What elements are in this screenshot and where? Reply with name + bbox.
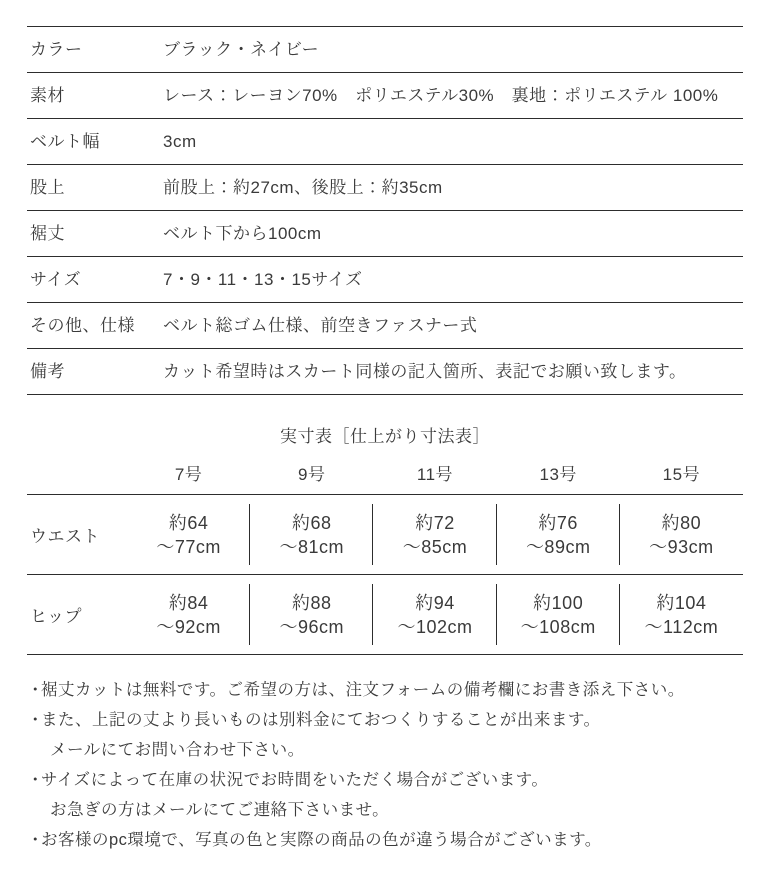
spec-row (27, 349, 743, 395)
size-cell-line1: 約72 (415, 513, 455, 533)
size-data-row (27, 574, 743, 655)
spec-row-label: ベルト幅 (27, 119, 163, 165)
spec-row-value: ベルト下から100cm (163, 211, 743, 257)
spec-row (27, 119, 743, 165)
size-column-header: 7号 (174, 465, 203, 484)
spec-row-value: ベルト総ゴム仕様、前空きファスナー式 (163, 303, 743, 349)
spec-row-label: 素材 (27, 73, 163, 119)
spec-row-label: 裾丈 (27, 211, 163, 257)
size-cell (250, 495, 373, 574)
note-item (27, 770, 743, 790)
size-column-header: 9号 (298, 465, 326, 484)
spec-row-label: その他、仕様 (27, 303, 163, 349)
size-section (27, 422, 743, 655)
spec-row-value: 前股上：約27cm、後股上：約35cm (163, 165, 743, 211)
note-item (27, 830, 743, 850)
note-text: メールにてお問い合わせ下さい。 (50, 741, 305, 759)
size-cell-line1: 約84 (168, 593, 209, 613)
spec-row (27, 27, 743, 73)
size-cell (620, 575, 743, 654)
size-cell-line1: 約104 (656, 593, 707, 613)
spec-row-label: 備考 (27, 349, 163, 395)
size-cell-line1: 約94 (415, 593, 455, 613)
note-item (27, 680, 743, 700)
size-cell-line2: ～96cm (279, 617, 345, 637)
note-text: 裾丈カットは無料です。ご希望の方は、注文フォームの備考欄にお書き添え下さい。 (41, 681, 685, 699)
size-column-header: 11号 (416, 465, 454, 484)
size-cell-line1: 約68 (292, 513, 332, 533)
size-cell (250, 575, 373, 654)
size-cell (373, 495, 496, 574)
spec-row-value: カット希望時はスカート同様の記入箇所、表記でお願い致します。 (163, 349, 743, 395)
notes-section (27, 680, 743, 850)
spec-row-label: 股上 (27, 165, 163, 211)
size-row-label: ウエスト (30, 527, 100, 546)
size-table (27, 460, 743, 655)
note-bullet: ・ (27, 681, 44, 699)
size-cell-line1: 約76 (538, 513, 578, 533)
size-cell-line1: 約64 (168, 513, 209, 533)
size-cell-line1: 約100 (533, 593, 584, 613)
spec-row-label: サイズ (27, 257, 163, 303)
note-bullet: ・ (27, 831, 44, 849)
note-bullet: ・ (27, 711, 44, 729)
spec-row-value: レース：レーヨン70% ポリエステル30% 裏地：ポリエステル 100% (163, 73, 743, 119)
size-table-title: 実寸表［仕上がり寸法表］ (280, 427, 490, 446)
size-cell-line2: ～89cm (525, 537, 591, 557)
spec-row (27, 165, 743, 211)
spec-row (27, 73, 743, 119)
size-cell (620, 495, 743, 574)
size-cell-line2: ～93cm (649, 537, 714, 557)
note-text: お客様のpc環境で、写真の色と実際の商品の色が違う場合がございます。 (41, 831, 602, 849)
size-cell (127, 575, 250, 654)
spec-table (27, 26, 743, 395)
note-item (27, 710, 743, 730)
spec-row-value: ブラック・ネイビー (163, 27, 743, 73)
spec-row-value: 7・9・11・13・15サイズ (163, 257, 743, 303)
note-bullet: ・ (27, 771, 44, 789)
size-column-header: 13号 (539, 465, 577, 484)
spec-row-value: 3cm (163, 119, 743, 165)
size-cell-line2: ～112cm (644, 617, 719, 637)
note-text: サイズによって在庫の状況でお時間をいただく場合がございます。 (41, 771, 549, 789)
spec-row (27, 303, 743, 349)
size-row-label: ヒップ (30, 607, 82, 626)
spec-table-body (27, 27, 743, 395)
size-cell-line1: 約88 (292, 593, 332, 613)
size-column-header: 15号 (662, 465, 701, 484)
note-item (27, 800, 743, 820)
size-cell-line1: 約80 (661, 513, 702, 533)
size-cell-line2: ～77cm (156, 537, 221, 557)
size-header-row (27, 460, 743, 494)
note-text: また、上記の丈より長いものは別料金にておつくりすることが出来ます。 (41, 711, 601, 729)
note-item (27, 740, 743, 760)
spec-row (27, 257, 743, 303)
size-cell (497, 495, 620, 574)
size-cell-line2: ～85cm (402, 537, 468, 557)
spec-row (27, 211, 743, 257)
size-cell (373, 575, 496, 654)
size-cell-line2: ～108cm (520, 617, 596, 637)
size-cell-line2: ～92cm (156, 617, 221, 637)
note-text: お急ぎの方はメールにてご連絡下さいませ。 (50, 801, 390, 819)
size-data-row (27, 494, 743, 574)
size-cell-line2: ～102cm (397, 617, 473, 637)
size-cell (127, 495, 250, 574)
size-header-corner (27, 460, 127, 494)
size-cell-line2: ～81cm (279, 537, 345, 557)
size-cell (497, 575, 620, 654)
spec-row-label: カラー (27, 27, 163, 73)
